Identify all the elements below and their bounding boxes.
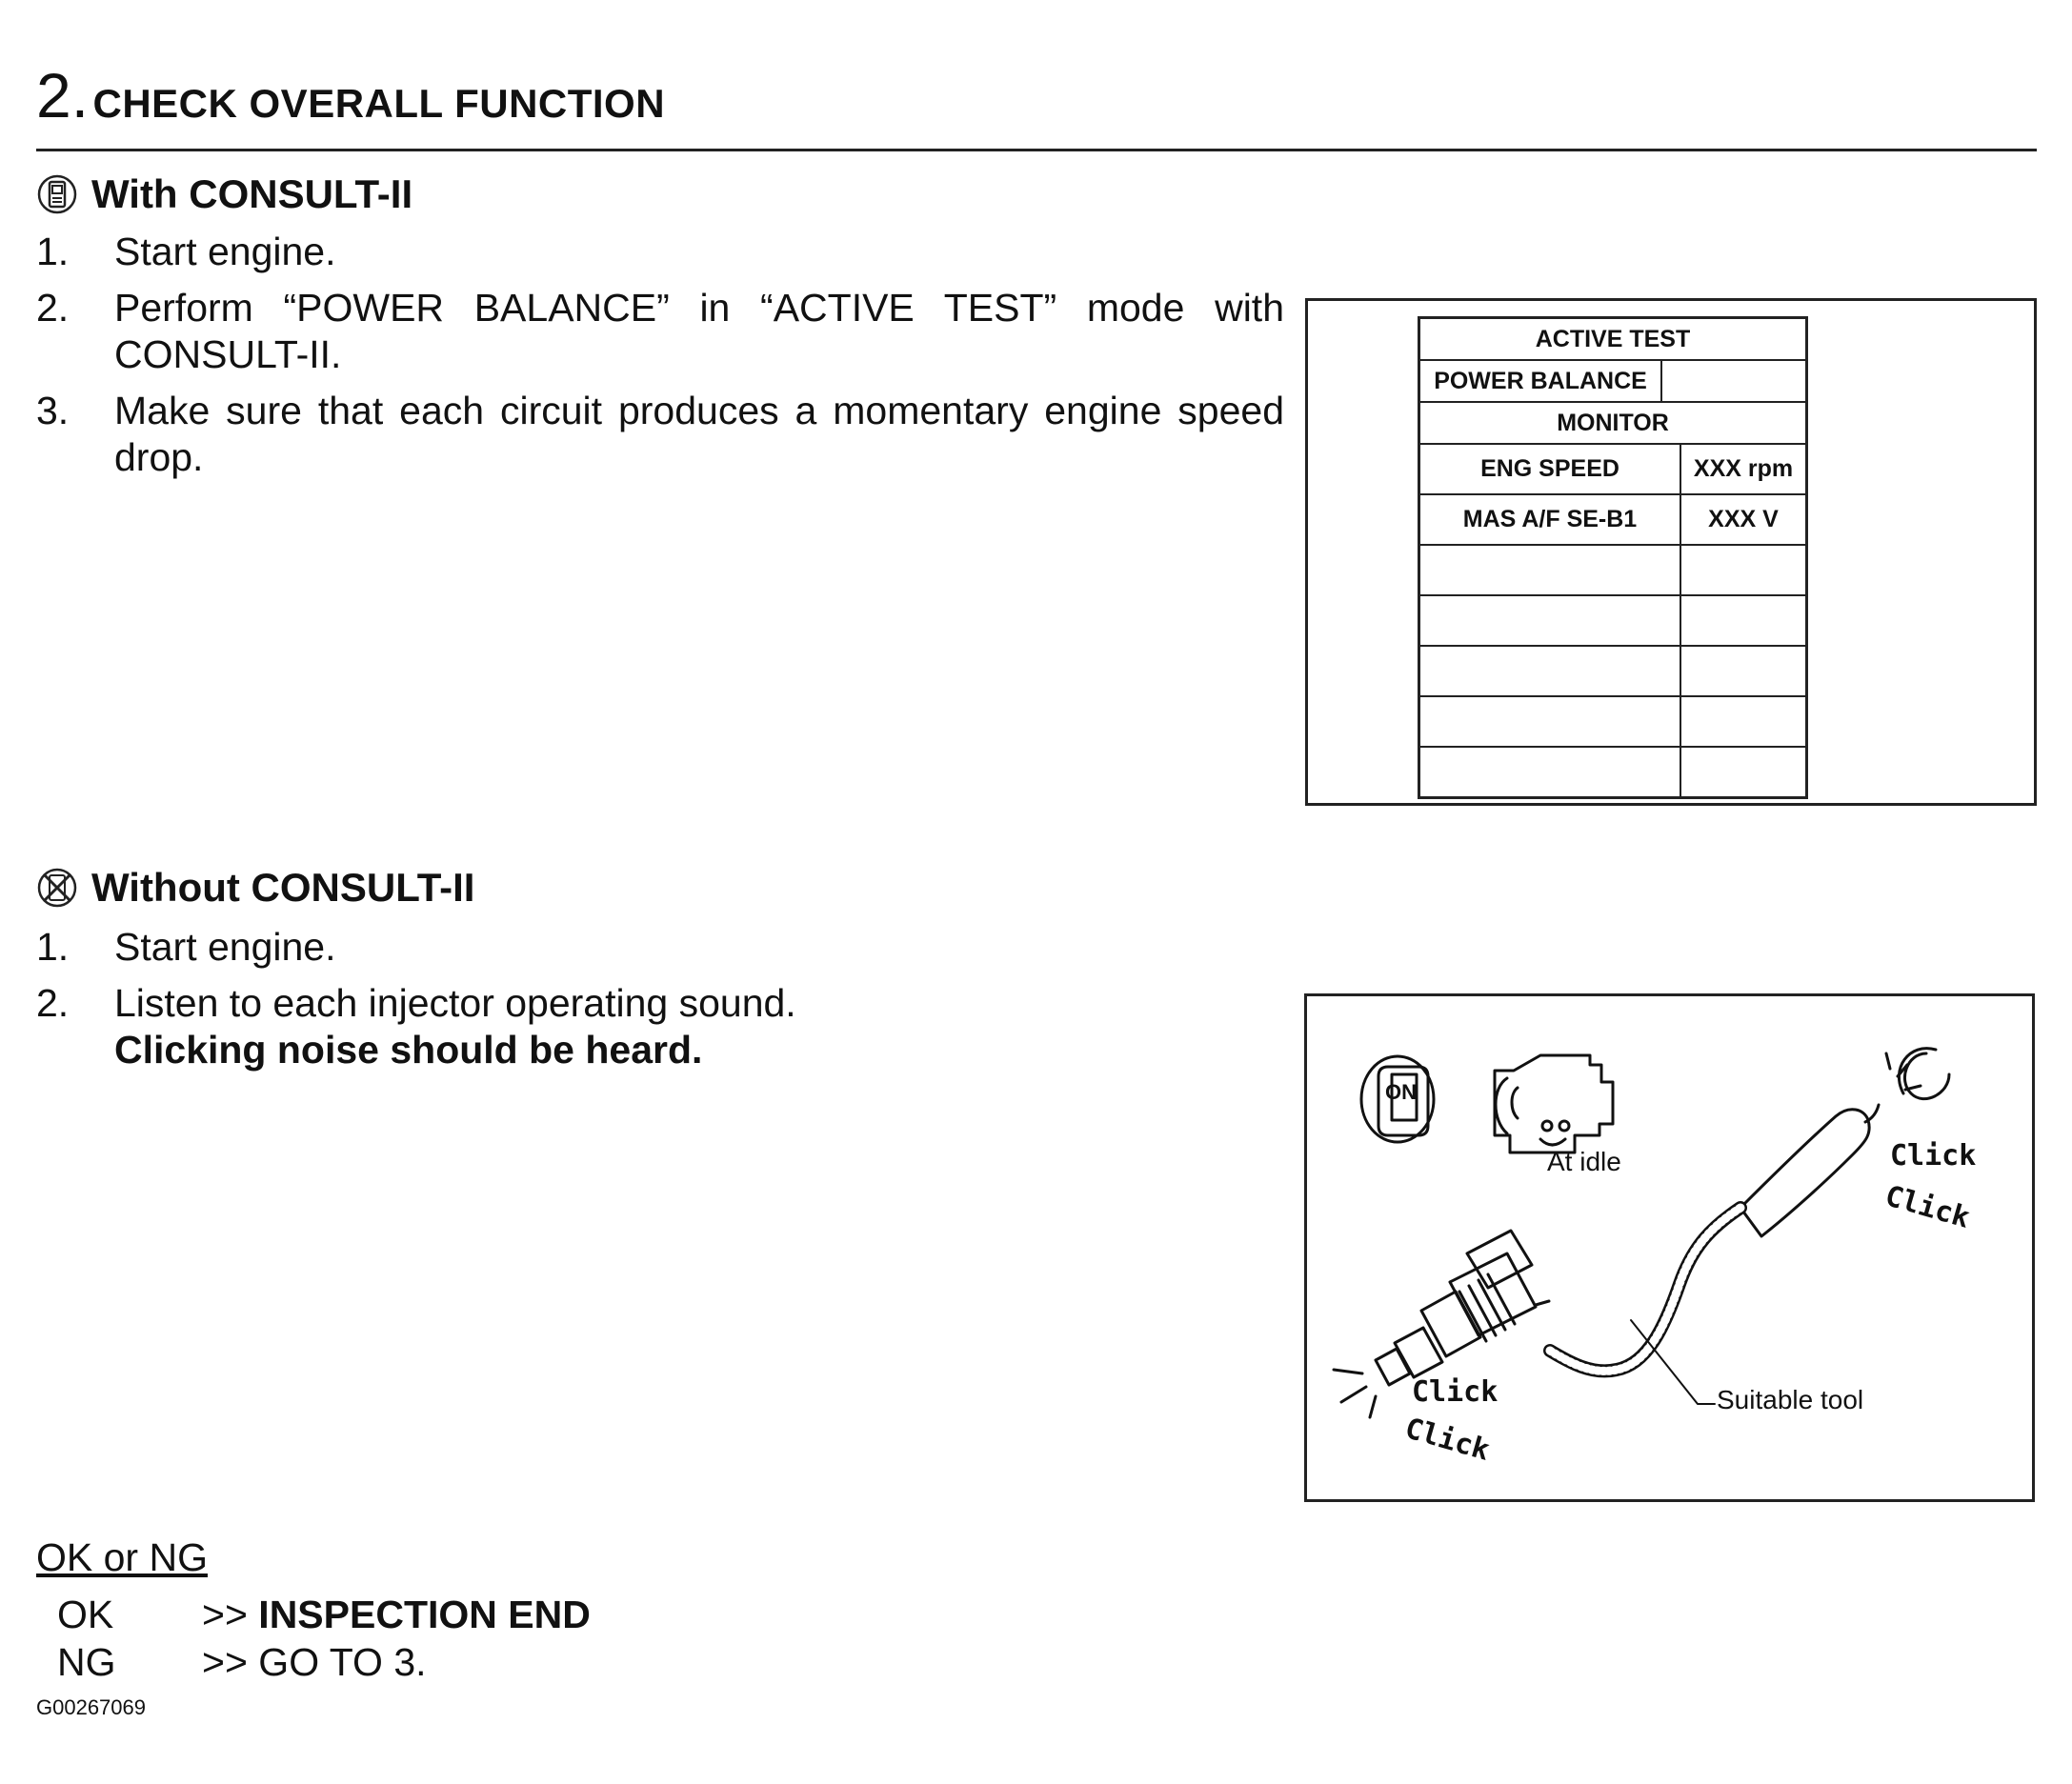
engine-icon	[1495, 1055, 1613, 1153]
suitable-tool-label: Suitable tool	[1717, 1385, 1864, 1414]
emphasis-note: Clicking noise should be heard.	[114, 1028, 703, 1072]
ok-result-row: OK >> INSPECTION END	[57, 1593, 591, 1636]
active-test-figure	[1305, 298, 2037, 806]
without-consult-label: Without CONSULT-II	[91, 865, 475, 910]
table-row: ENG SPEED XXX rpm	[1420, 445, 1805, 495]
consult-tool-icon	[36, 173, 78, 215]
without-consult-heading	[36, 865, 474, 911]
click-label: Click	[1400, 1412, 1494, 1468]
step-title: CHECK OVERALL FUNCTION	[92, 81, 666, 126]
at-idle-label: At idle	[1547, 1147, 1621, 1176]
list-item: 2. Listen to each injector operating sound. Clicking noise should be heard.	[36, 980, 1084, 1073]
ng-result-row: NG >> GO TO 3.	[57, 1640, 427, 1684]
with-consult-heading	[36, 171, 412, 217]
no-consult-icon	[36, 867, 78, 909]
power-balance-label: POWER BALANCE	[1420, 361, 1662, 401]
page-title	[36, 59, 665, 131]
step-number: 2.	[36, 60, 90, 130]
table-row	[1420, 596, 1805, 647]
table-row	[1420, 697, 1805, 748]
with-consult-label: With CONSULT-II	[91, 171, 413, 216]
key-on-label: ON	[1385, 1080, 1417, 1104]
table-row	[1420, 748, 1805, 796]
figure-code: G00267069	[36, 1695, 146, 1719]
active-test-title: ACTIVE TEST	[1535, 326, 1691, 352]
injector-sound-figure	[1304, 993, 2035, 1502]
table-row	[1420, 546, 1805, 596]
table-row	[1420, 319, 1805, 361]
fuel-injector-icon	[1376, 1231, 1549, 1385]
ok-or-ng-heading: OK or NG	[36, 1535, 208, 1579]
active-test-table	[1418, 316, 1808, 799]
table-row	[1420, 361, 1805, 403]
with-consult-steps	[36, 229, 1284, 491]
title-divider	[36, 149, 2037, 151]
table-row	[1420, 647, 1805, 697]
table-row	[1420, 403, 1805, 445]
list-item: 1. Start engine.	[36, 230, 336, 273]
list-item: 1. Start engine.	[36, 925, 336, 969]
list-item: 2. Perform “POWER BALANCE” in “ACTIVE TEST” mode with CONSULT-II.	[36, 286, 1284, 376]
click-label: Click	[1412, 1375, 1499, 1409]
without-consult-steps	[36, 924, 1084, 1083]
table-row: MAS A/F SE-B1 XXX V	[1420, 495, 1805, 546]
monitor-label: MONITOR	[1557, 410, 1669, 436]
click-label: Click	[1881, 1179, 1974, 1235]
list-item: 3. Make sure that each circuit produces a momentary engine speed drop.	[36, 389, 1284, 479]
click-label: Click	[1890, 1139, 1977, 1173]
